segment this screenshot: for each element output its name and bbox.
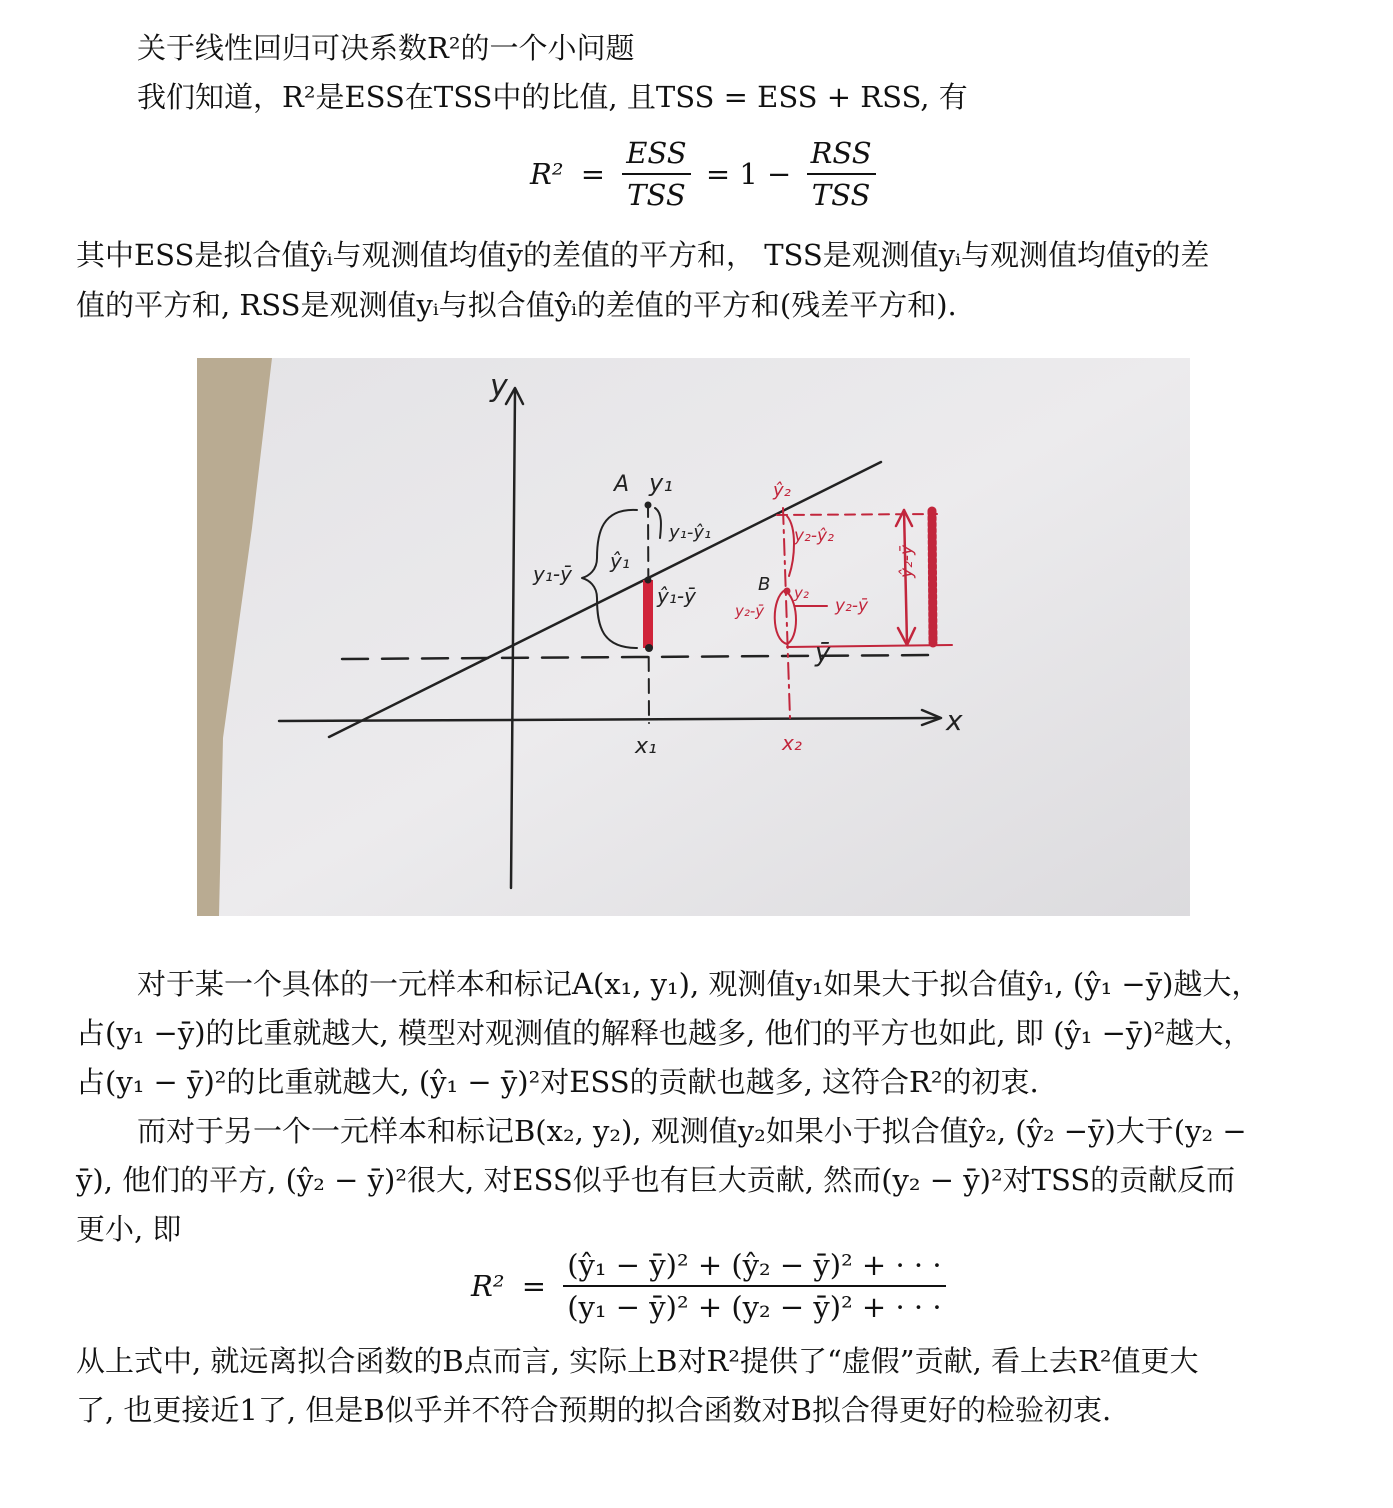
label-axis-y: y xyxy=(490,369,508,404)
eq1-fraction-ess-tss xyxy=(622,133,690,215)
definition-line-2: 值的平方和, RSS是观测值yᵢ与拟合值ŷᵢ的差值的平方和(残差平方和). xyxy=(76,288,957,322)
definition-line-1: 其中ESS是拟合值ŷᵢ与观测值均值ȳ的差值的平方和， TSS是观测值yᵢ与观测值均值ȳ的差 xyxy=(76,238,1210,272)
paragraph1-line2: 占(y₁ −ȳ)的比重就越大, 模型对观测值的解释也越多, 他们的平方也如此, 即 (ŷ₁ −ȳ)²越大， xyxy=(76,1016,1253,1050)
label-y1-minus-ybar: y₁-ȳ xyxy=(533,562,572,586)
label-point-b: B xyxy=(758,574,771,595)
eq1-frac2-numerator: RSS xyxy=(807,133,876,175)
eq2-denominator: (y₁ − ȳ)² + (y₂ − ȳ)² + · · · xyxy=(567,1290,942,1324)
label-x1: x₁ xyxy=(635,734,657,759)
label-y2-minus-ybar-left: y₂-ȳ xyxy=(735,602,765,620)
equation-r2-definition xyxy=(530,133,876,215)
eq2-numerator: (ŷ₁ − ȳ)² + (ŷ₂ − ȳ)² + · · · xyxy=(563,1245,945,1287)
eq1-lhs: R² xyxy=(530,157,564,191)
label-y2-minus-yhat2: y₂-ŷ₂ xyxy=(794,526,834,546)
paragraph3-line1: 从上式中, 就远离拟合函数的B点而言, 实际上B对R²提供了“虚假”贡献, 看上去R²值更大 xyxy=(76,1344,1199,1378)
label-y1: y₁ xyxy=(649,469,673,497)
shaded-segment-x1 xyxy=(643,580,653,648)
label-ybar: ȳ xyxy=(815,638,831,668)
point-b xyxy=(784,588,791,595)
paragraph3-line2: 了, 也更接近1了, 但是B似乎并不符合预期的拟合函数对B拟合得更好的检验初衷. xyxy=(76,1393,1112,1427)
paragraph1-line3: 占(y₁ − ȳ)²的比重就越大, (ŷ₁ − ȳ)²对ESS的贡献也越多, 这符合R²的初衷. xyxy=(76,1065,1039,1099)
label-yhat2: ŷ₂ xyxy=(773,480,791,501)
label-yhat1-minus-ybar: ŷ₁-ȳ xyxy=(657,584,696,608)
paragraph2-line1: 而对于另一个一元样本和标记B(x₂, y₂), 观测值y₂如果小于拟合值ŷ₂, (ŷ₂ −ȳ)大于(y₂ − xyxy=(137,1114,1247,1148)
eq2-lhs: R² xyxy=(471,1269,505,1303)
paragraph2-line2: ȳ), 他们的平方, (ŷ₂ − ȳ)²很大, 对ESS似乎也有巨大贡献, 然而(y₂ − ȳ)²对TSS的贡献反而 xyxy=(76,1163,1236,1197)
eq2-equals: = xyxy=(521,1269,546,1303)
eq1-frac1-numerator: ESS xyxy=(622,133,690,175)
point-ybar-x1 xyxy=(645,644,653,652)
label-yhat2-minus-ybar: ŷ₂-ȳ xyxy=(897,544,917,578)
eq1-equals: = xyxy=(580,157,605,191)
eq2-fraction xyxy=(563,1245,945,1327)
equation-r2-expansion xyxy=(471,1245,946,1327)
label-y2: y₂ xyxy=(794,584,809,602)
eq1-middle: = 1 − xyxy=(705,157,792,191)
label-axis-x: x xyxy=(946,704,963,737)
label-y2-minus-ybar-right: y₂-ȳ xyxy=(835,596,869,616)
doc-title: 关于线性回归可决系数R²的一个小问题 xyxy=(137,31,635,65)
label-y1-minus-yhat1: y₁-ŷ₁ xyxy=(669,522,712,543)
point-a xyxy=(645,502,652,509)
paper-sheet xyxy=(219,358,1190,916)
label-point-a: A xyxy=(614,472,630,497)
label-yhat1: ŷ₁ xyxy=(610,549,630,573)
hand-drawn-regression-diagram xyxy=(197,358,1190,916)
intro-text: 我们知道，R²是ESS在TSS中的比值, 且TSS = ESS + RSS, 有 xyxy=(137,80,968,114)
paragraph2-line3: 更小, 即 xyxy=(76,1212,182,1246)
paragraph1-line1: 对于某一个具体的一元样本和标记A(x₁, y₁), 观测值y₁如果大于拟合值ŷ₁, (ŷ₁ −ȳ)越大， xyxy=(137,967,1261,1001)
point-yhat1 xyxy=(645,577,652,584)
label-x2: x₂ xyxy=(782,731,802,755)
eq1-fraction-rss-tss xyxy=(807,133,876,215)
eq1-frac1-denominator: TSS xyxy=(627,178,686,212)
eq1-frac2-denominator: TSS xyxy=(811,178,871,212)
hatched-bar-right xyxy=(932,511,933,643)
